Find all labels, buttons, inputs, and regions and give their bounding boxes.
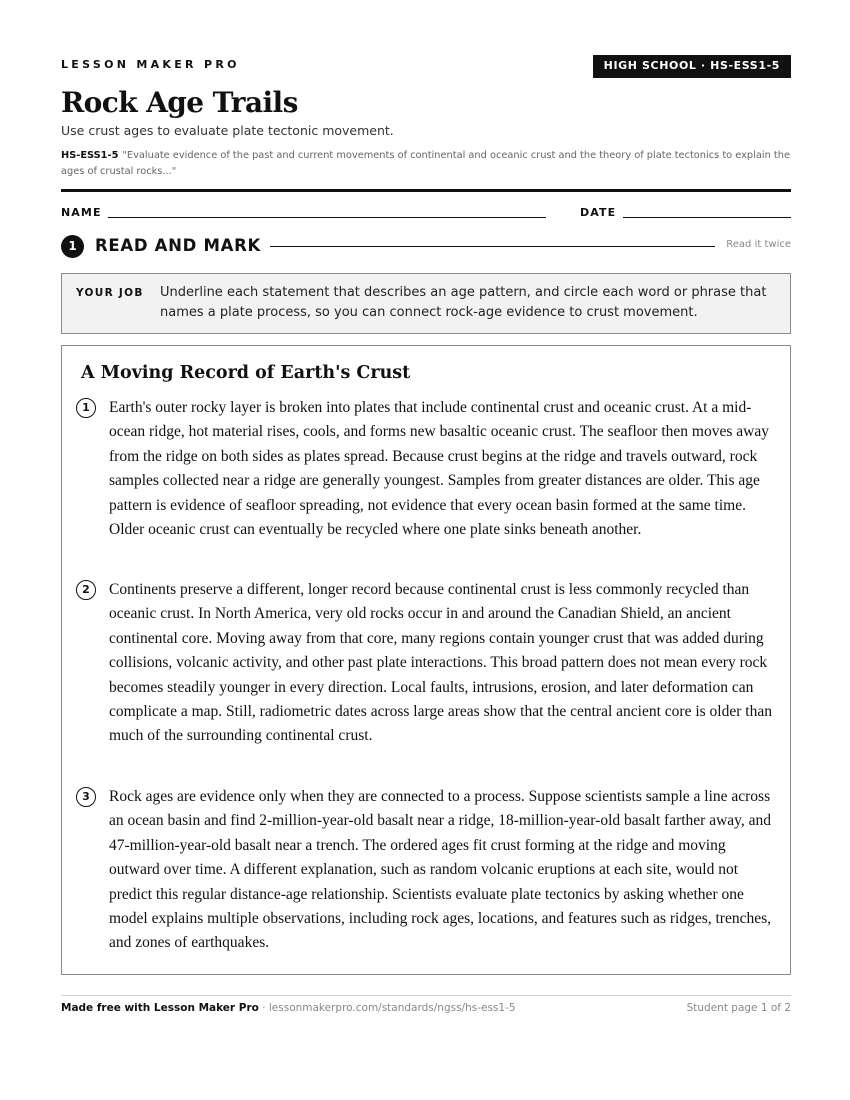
- paragraph-number: 1: [76, 398, 96, 418]
- worksheet-title: Rock Age Trails: [61, 86, 298, 119]
- section-rule: [270, 246, 715, 247]
- section-number-badge: 1: [61, 235, 84, 258]
- name-date-row: [61, 205, 791, 221]
- worksheet-subtitle: Use crust ages to evaluate plate tectonic movement.: [61, 123, 394, 138]
- paragraph-text: Continents preserve a different, longer record because continental crust is less commonly recycled than oceanic crust. In North America, very old rocks occur in and around the Canadian Shield, an ancient continental core. Moving away from that core, many regions contain younger crust that was added during collisions, volcanic activity, and other past plate interactions. This broad pattern does not mean every rock becomes steadily younger in every direction. Local faults, intrusions, erosion, and later deformation can complicate a map. Still, radiometric dates across large areas show that the central ancient core is older than much of the surrounding continental crust.: [109, 581, 772, 745]
- page-number: Student page 1 of 2: [686, 1002, 791, 1014]
- footer-url[interactable]: lessonmakerpro.com/standards/ngss/hs-ess1-5: [268, 1002, 516, 1014]
- paragraph-number: 3: [76, 787, 96, 807]
- footer-credit: Made free with Lesson Maker Pro: [61, 1002, 259, 1014]
- header-divider: [61, 189, 791, 192]
- reading-passage: [61, 345, 791, 975]
- brand-name: LESSON MAKER PRO: [61, 58, 240, 71]
- brand-row: [61, 55, 791, 79]
- name-label: NAME: [61, 206, 102, 219]
- job-label: YOUR JOB: [76, 287, 144, 299]
- section-header: [61, 235, 791, 259]
- footer-separator: ·: [258, 1002, 269, 1014]
- grade-standard-badge: HIGH SCHOOL · HS-ESS1-5: [593, 55, 791, 78]
- footer: [61, 1002, 791, 1014]
- paragraph-text: Earth's outer rocky layer is broken into plates that include continental crust and oceanic crust. At a mid-ocean ridge, hot material rises, cools, and forms new basaltic oceanic crust. The seafloor then moves away from the ridge on both sides as plates spread. Because crust begins at the ridge and travels outward, rock samples collected near a ridge are generally youngest. Samples from greater distances are older. This age pattern is evidence of seafloor spreading, not evidence that every ocean basin formed at the same time. Older oceanic crust can eventually be recycled where one plate sinks beneath another.: [109, 399, 769, 539]
- date-label: DATE: [580, 206, 617, 219]
- standard-code: HS-ESS1-5: [61, 150, 119, 161]
- section-note: Read it twice: [726, 239, 791, 250]
- standard-description: [61, 148, 791, 180]
- paragraph-number: 2: [76, 580, 96, 600]
- date-field[interactable]: [623, 217, 791, 218]
- section-title: READ AND MARK: [95, 236, 261, 255]
- job-text: Underline each statement that describes an age pattern, and circle each word or phrase that names a plate process, so you can connect rock-age evidence to crust movement.: [160, 285, 767, 320]
- footer-divider: [61, 995, 791, 996]
- job-instructions-box: [61, 273, 791, 334]
- reading-title: A Moving Record of Earth's Crust: [81, 363, 411, 383]
- paragraph-text: Rock ages are evidence only when they are connected to a process. Suppose scientists sample a line across an ocean basin and find 2-million-year-old basalt near a ridge, 18-million-year-old basalt farther away, and 47-million-year-old basalt near a trench. The ordered ages fit crust forming at the ridge and moving outward over time. A different explanation, such as random volcanic eruptions at each site, would not predict this regular distance-age relationship. Scientists evaluate plate tectonics by asking whether one model explains multiple observations, including rock ages, locations, and features such as ridges, trenches, and zones of earthquakes.: [109, 788, 772, 952]
- standard-text: "Evaluate evidence of the past and current movements of continental and oceanic crust and the theory of plate tectonics to explain the ages of crustal rocks...": [61, 150, 791, 177]
- name-field[interactable]: [108, 217, 546, 218]
